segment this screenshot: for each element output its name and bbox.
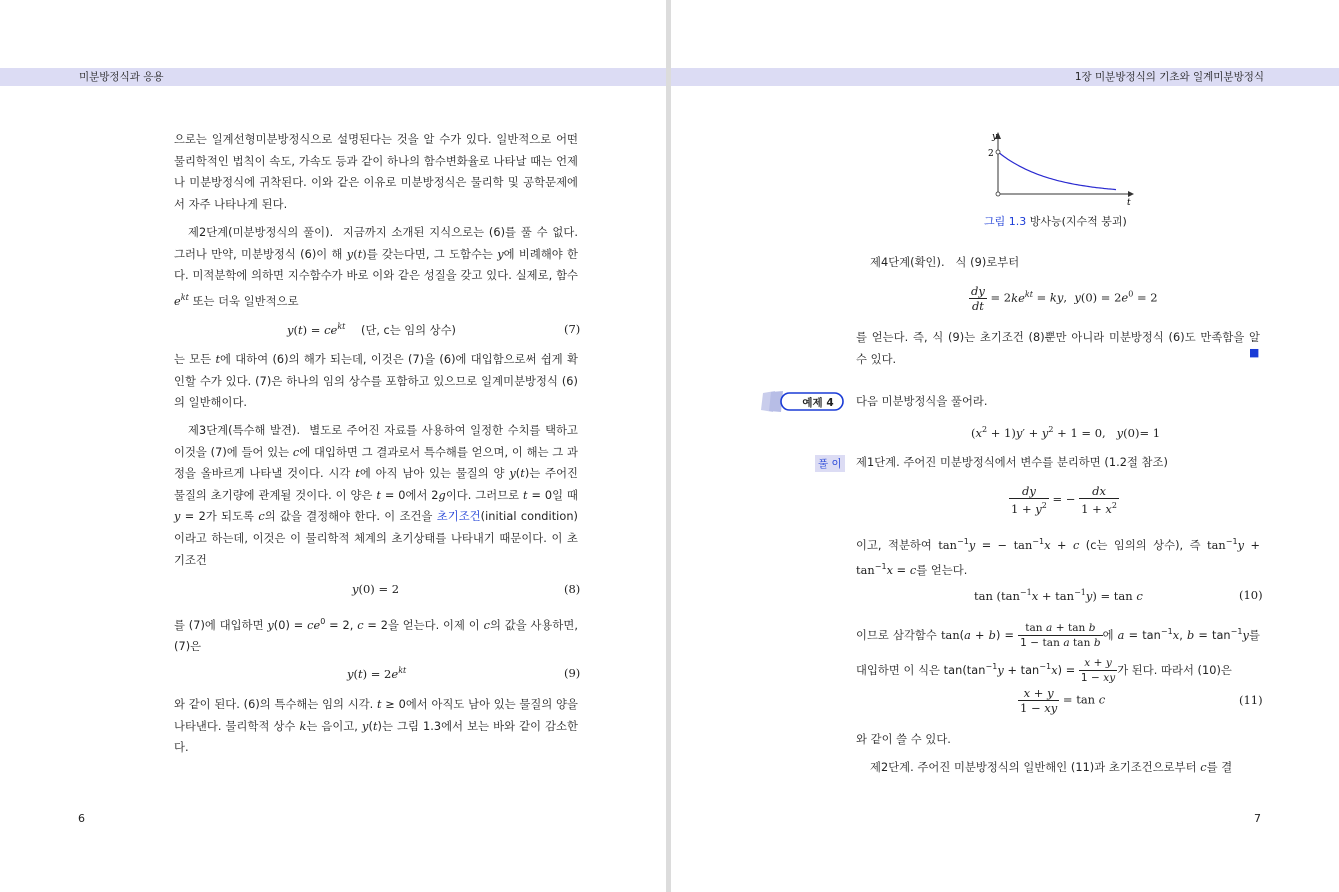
paragraph-trig: 이므로 삼각함수 tan(a + b) = $\frac{\text{tan a + tan b}}{\text{1 − tan a tan b}}$ 에 $a = \tan^{-1}x$, $b = \tan^{-1}y$를 대입하면 이 식은 $\tan(\tan^{-1}y + \tan^{-1}x)$ = $\frac{x + y}{1 - xy}$ 가 된다. 따라서 (10)은 xyxy=(856,622,1260,685)
equation-11-number: (11) xyxy=(1239,693,1263,707)
step4-label: 제4단계(확인). xyxy=(870,256,945,269)
intro-text: 으로는 일계선형미분방정식으로 설명된다는 것을 알 수가 있다. 일반적으로 어떤 물리학적인 법칙이 속도, 가속도 등과 같이 하나의 함수변화율로 나타날 때는 언제나 미분방정식에 귀착된다. 이와 같은 이유로 미분방정식은 물리학 및 공학문제에서 자주 나타나게 된다. xyxy=(174,133,578,211)
equation-check: $\frac{dy}{dt}$ = $2ke^{kt}$ = ky, $y(0) = 2e^0 = 2$ xyxy=(971,284,1158,313)
page-number: 7 xyxy=(1254,812,1261,825)
solution-label: 풀 이 xyxy=(815,455,845,472)
figure-caption: 그림 1.3 방사능(지수적 붕괴) xyxy=(984,215,1127,228)
equation-11: $\frac{x + y}{1 - xy}$ = tan c xyxy=(1020,686,1106,715)
x-axis-arrow xyxy=(1128,191,1134,197)
equation-separated: $\frac{dy}{1 + y^2}$ = − $\frac{dx}{1 + x^2}$ xyxy=(1011,484,1117,516)
decay-curve xyxy=(998,152,1116,190)
term-initial-condition[interactable]: 초기조건 xyxy=(436,510,481,524)
decay-figure xyxy=(986,128,1136,206)
initial-point xyxy=(996,150,1000,154)
paragraph-substitute: 를 (7)에 대입하면 $y(0) = ce^0 = 2$, c = 2을 얻는다. 이제 이 c의 값을 사용하면, (7)은 xyxy=(174,617,578,654)
y-axis-label: y xyxy=(992,132,998,142)
origin-point xyxy=(996,192,1000,196)
example-equation: $(x^2 + 1)y' + y^2 + 1 = 0$, y(0)= 1 xyxy=(971,425,1161,440)
paragraph-particular: 와 같이 된다. (6)의 특수해는 임의 시각. t ≥ 0에서 아직도 남아 있는 물질의 양을 나타낸다. 물리학적 상수 k는 음이고, y(t)는 그림 1.3에서 보는 바와 같이 감소한다. xyxy=(174,698,578,755)
running-header: 미분방정식과 응용 xyxy=(79,71,164,83)
paragraph-integrate: 이고, 적분하여 $\tan^{-1}y$ = − $\tan^{-1}x + c$ (c는 임의의 상수), 즉 $\tan^{-1}y + \tan^{-1}x = c$를 얻는다. xyxy=(856,537,1260,578)
paragraph-write: 와 같이 쓸 수 있다. xyxy=(856,733,951,746)
example-label: 예제 4 xyxy=(802,397,834,409)
equation-8-number: (8) xyxy=(564,582,581,596)
paragraph-general-solution: 는 모든 t에 대하여 (6)의 해가 되는데, 이것은 (7)을 (6)에 대입함으로써 쉽게 확인할 수가 있다. (7)은 하나의 임의 상수를 포함하고 있으므로 일계미분방정식 (6)의 일반해이다. xyxy=(174,353,578,410)
equation-8: y(0) = 2 xyxy=(352,582,400,596)
step2-text: 지금까지 소개된 지식으로는 (6)를 풀 수 없다. 그러나 만약, 미분방정식 (6)이 해 xyxy=(174,226,578,261)
paragraph-step2: 제2단계(미분방정식의 풀이). 지금까지 소개된 지식으로는 (6)를 풀 수 없다. 그러나 만약, 미분방정식 (6)이 해 y(t)를 갖는다면, 그 도함수는 y에 비례해야 한다. 미적분학에 의하면 지수함수가 바로 이와 같은 성질을 갖고 있다. 실제로, 함수 $e^{kt}$ 또는 더욱 일반적으로 xyxy=(174,226,578,308)
example-prompt: 다음 미분방정식을 풀어라. xyxy=(856,395,988,408)
running-header: 1장 미분방정식의 기초와 일계미분방정식 xyxy=(1074,71,1264,83)
page-number: 6 xyxy=(78,812,85,825)
y-tick-label: 2 xyxy=(988,149,994,159)
equation-7-number: (7) xyxy=(564,322,581,336)
step3-label: 제3단계(특수해 발견). xyxy=(188,424,301,437)
left-page xyxy=(0,0,666,892)
equation-9-number: (9) xyxy=(564,666,581,680)
equation-9: $y(t) = 2e^{kt}$ xyxy=(347,666,407,681)
equation-10: $\tan (\tan^{-1}x + \tan^{-1}y) = \tan c$ xyxy=(974,588,1143,603)
step2-label: 제2단계(미분방정식의 풀이). xyxy=(188,226,334,239)
paragraph-step4: 제4단계(확인). 식 (9)로부터 xyxy=(870,256,1020,269)
x-axis-label: t xyxy=(1127,198,1131,206)
equation-7: $y(t) = ce^{kt}$ (단, c는 임의 상수) xyxy=(287,322,456,337)
paragraph-verify: 를 얻는다. 즉, 식 (9)는 초기조건 (8)뿐만 아니라 미분방정식 (6)도 만족함을 알 수 있다. xyxy=(856,331,1260,366)
figure-number: 그림 1.3 xyxy=(984,215,1027,228)
paragraph-step3: 제3단계(특수해 발견). 별도로 주어진 자료를 사용하여 일정한 수치를 택하고 이것을 (7)에 들어 있는 c에 대입하면 그 결과로서 특수해를 얻으며, 이 해는 그 과정을 올바르게 나타낼 것이다. 시각 t에 아직 남아 있는 물질의 양 y(t)는 주어진 물질의 초기량에 관계될 것이다. 이 양은 t = 0에서 2g이다. 그러므로 t = 0일 때 y = 2가 되도록 c의 값을 결정해야 한다. 이 조건을 초기조건(initial condition)이라고 하는데, 이것은 이 물리학적 체계의 초기상태를 나타내기 때문이다. 이 초기조건 xyxy=(174,424,578,567)
paragraph-sol-step1: 제1단계. 주어진 미분방정식에서 변수를 분리하면 (1.2절 참조) xyxy=(856,456,1168,469)
equation-10-number: (10) xyxy=(1239,588,1263,602)
paragraph-intro xyxy=(174,129,578,215)
end-of-proof-mark: ■ xyxy=(1249,346,1260,359)
paragraph-sol-step2: 제2단계. 주어진 미분방정식의 일반해인 (11)과 초기조건으로부터 c를 결 xyxy=(870,761,1233,774)
right-page xyxy=(671,0,1339,892)
